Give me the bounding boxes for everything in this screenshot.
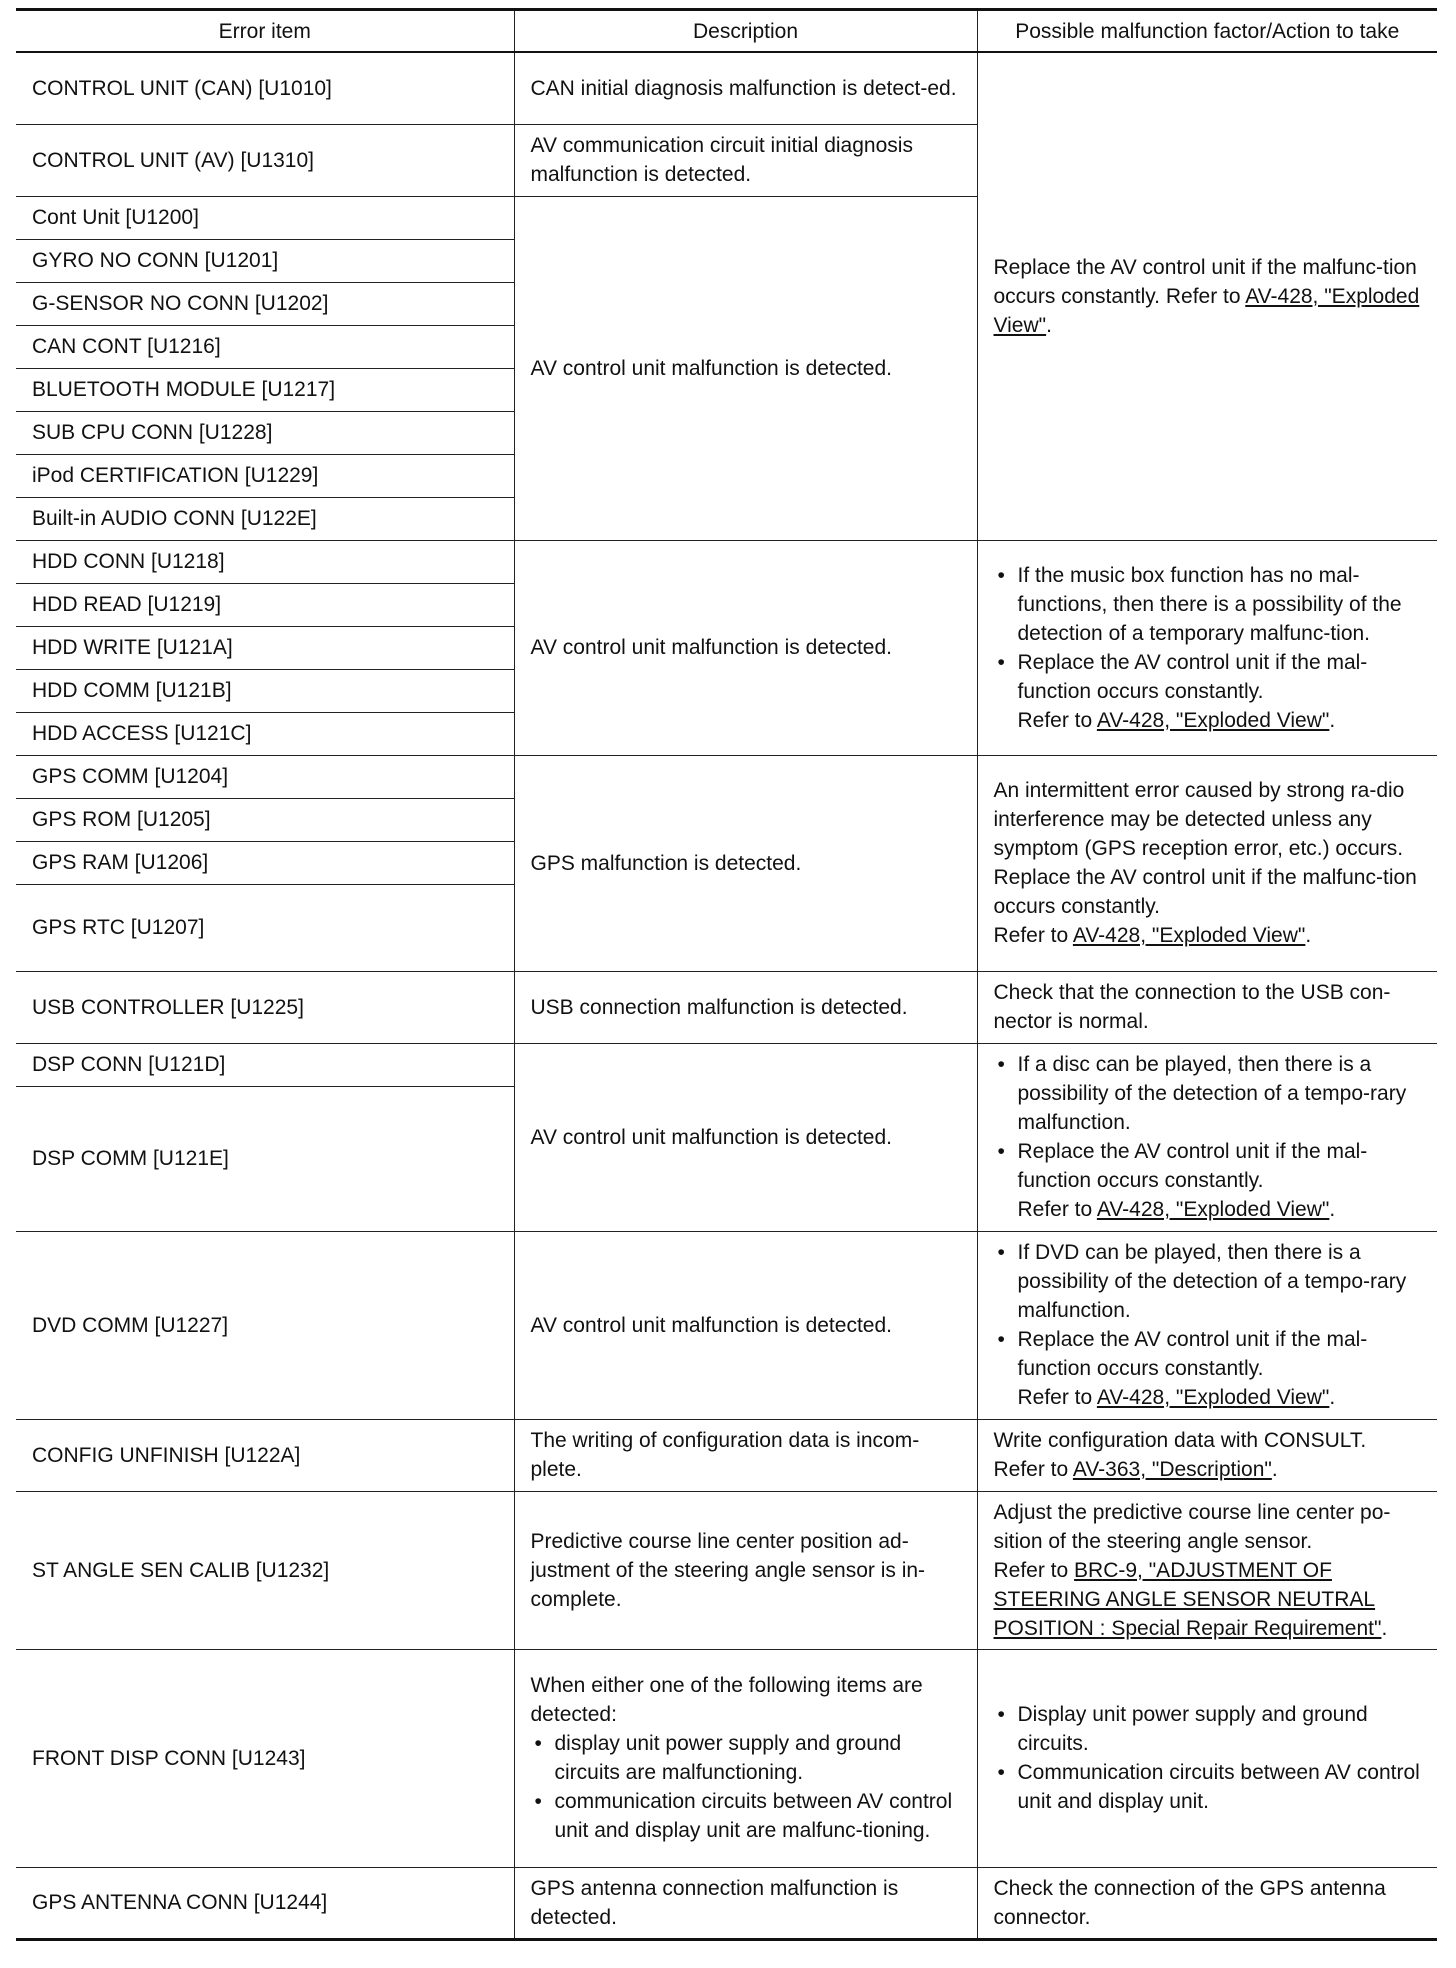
refer-text: Refer to — [1017, 708, 1097, 732]
error-item: Cont Unit [U1200] — [16, 196, 514, 239]
table-row — [16, 1419, 1437, 1491]
error-item: DSP CONN [U121D] — [16, 1043, 514, 1086]
table-row — [16, 1491, 1437, 1649]
action-cell: Adjust the predictive course line center po-sition of the steering angle sensor. Refer to BRC-9, "ADJUSTMENT OF STEERING ANGLE SENSOR NEUTRAL POSITION : Special Repair Requirement". — [977, 1491, 1437, 1649]
bullet-text: Replace the AV control unit if the mal-function occurs constantly. — [1017, 650, 1368, 703]
error-item: HDD ACCESS [U121C] — [16, 712, 514, 755]
bullet-item: • If a disc can be played, then there is a possibility of the detection of a tempo-rary malfunction. — [994, 1050, 1422, 1137]
error-item: DVD COMM [U1227] — [16, 1231, 514, 1419]
error-item: CONFIG UNFINISH [U122A] — [16, 1419, 514, 1491]
action-cell — [977, 540, 1437, 755]
error-item: DSP COMM [U121E] — [16, 1086, 514, 1231]
refer-text: Refer to — [1017, 1198, 1097, 1221]
link-av-428[interactable]: AV-428, "Exploded View" — [1096, 1386, 1330, 1409]
bullet-item: • Replace the AV control unit if the mal-function occurs constantly. Refer to AV-428, "Exploded View". — [994, 1325, 1422, 1412]
refer-text: Refer to — [1017, 1386, 1097, 1409]
error-item: GYRO NO CONN [U1201] — [16, 239, 514, 282]
description-cell: Predictive course line center position ad-justment of the steering angle sensor is in-complete. — [514, 1491, 977, 1649]
action-cell: Write configuration data with CONSULT. Refer to AV-363, "Description". — [977, 1419, 1437, 1491]
error-item: HDD WRITE [U121A] — [16, 626, 514, 669]
bullet-item: • Communication circuits between AV control unit and display unit. — [994, 1758, 1422, 1816]
description-cell: GPS malfunction is detected. — [514, 755, 977, 971]
error-item: GPS RAM [U1206] — [16, 841, 514, 884]
bullet-item: • Replace the AV control unit if the mal-function occurs constantly. Refer to AV-428, "Exploded View". — [994, 648, 1422, 735]
action-cell: Check that the connection to the USB con-nector is normal. — [977, 971, 1437, 1043]
bullet-item: • Replace the AV control unit if the mal-function occurs constantly. Refer to AV-428, "Exploded View". — [994, 1137, 1422, 1224]
link-av-428[interactable]: AV-428, "Exploded View" — [1072, 924, 1306, 947]
header-row — [16, 10, 1437, 53]
error-item: HDD CONN [U1218] — [16, 540, 514, 583]
error-item: ST ANGLE SEN CALIB [U1232] — [16, 1491, 514, 1649]
error-item: GPS COMM [U1204] — [16, 755, 514, 798]
table-row — [16, 1043, 1437, 1086]
error-item: GPS RTC [U1207] — [16, 884, 514, 971]
description-text: When either one of the following items are detected: — [530, 1674, 923, 1726]
table-row — [16, 52, 1437, 124]
action-text: An intermittent error caused by strong ra-dio interference may be detected unless any symptom (GPS reception error, etc.) occurs. — [993, 779, 1405, 860]
description-cell: CAN initial diagnosis malfunction is detect-ed. — [514, 52, 977, 124]
link-av-428[interactable]: AV-428, "Exploded View" — [1096, 708, 1330, 732]
error-item: G-SENSOR NO CONN [U1202] — [16, 282, 514, 325]
action-cell — [977, 1043, 1437, 1231]
action-text: Replace the AV control unit if the malfunc-tion occurs constantly. — [993, 866, 1417, 918]
table-row — [16, 971, 1437, 1043]
table-row — [16, 755, 1437, 798]
error-item: GPS ROM [U1205] — [16, 798, 514, 841]
action-text: Replace the AV control unit if the malfunc-tion occurs constantly. Refer to — [993, 255, 1417, 308]
action-cell: Replace the AV control unit if the malfunc-tion occurs constantly. Refer to AV-428, "Exploded View". — [977, 52, 1437, 540]
error-item: Built-in AUDIO CONN [U122E] — [16, 497, 514, 540]
link-av-363[interactable]: AV-363, "Description" — [1072, 1458, 1272, 1481]
bullet-item: • communication circuits between AV control unit and display unit are malfunc-tioning. — [531, 1787, 961, 1845]
header-error-item: Error item — [16, 10, 514, 53]
action-cell — [977, 1649, 1437, 1867]
bullet-text: Replace the AV control unit if the mal-function occurs constantly. — [1017, 1140, 1368, 1192]
error-table — [16, 8, 1437, 1941]
bullet-item: • Display unit power supply and ground circuits. — [994, 1700, 1422, 1758]
link-av-428[interactable]: AV-428, "Exploded View" — [993, 284, 1420, 337]
error-item: GPS ANTENNA CONN [U1244] — [16, 1867, 514, 1939]
error-item: CAN CONT [U1216] — [16, 325, 514, 368]
refer-text: Refer to — [993, 1458, 1073, 1481]
description-cell: AV control unit malfunction is detected. — [514, 196, 977, 540]
description-cell: AV control unit malfunction is detected. — [514, 540, 977, 755]
bullet-text: Replace the AV control unit if the mal-function occurs constantly. — [1017, 1328, 1368, 1380]
bullet-item: • display unit power supply and ground circuits are malfunctioning. — [531, 1729, 961, 1787]
error-item: CONTROL UNIT (AV) [U1310] — [16, 124, 514, 196]
table-row — [16, 1231, 1437, 1419]
action-text: Adjust the predictive course line center po-sition of the steering angle sensor. — [993, 1500, 1391, 1553]
error-item: BLUETOOTH MODULE [U1217] — [16, 368, 514, 411]
bullet-item: • If DVD can be played, then there is a possibility of the detection of a tempo-rary malfunction. — [994, 1238, 1422, 1325]
error-item: HDD READ [U1219] — [16, 583, 514, 626]
refer-text: Refer to — [993, 924, 1073, 947]
description-cell: AV control unit malfunction is detected. — [514, 1231, 977, 1419]
header-action: Possible malfunction factor/Action to take — [977, 10, 1437, 53]
error-item: USB CONTROLLER [U1225] — [16, 971, 514, 1043]
error-item: HDD COMM [U121B] — [16, 669, 514, 712]
refer-text: Refer to — [993, 1558, 1075, 1582]
error-item: SUB CPU CONN [U1228] — [16, 411, 514, 454]
description-cell: The writing of configuration data is incom-plete. — [514, 1419, 977, 1491]
link-av-428[interactable]: AV-428, "Exploded View" — [1096, 1198, 1330, 1221]
error-item: FRONT DISP CONN [U1243] — [16, 1649, 514, 1867]
error-item: CONTROL UNIT (CAN) [U1010] — [16, 52, 514, 124]
description-cell: GPS antenna connection malfunction is detected. — [514, 1867, 977, 1939]
table-row — [16, 1867, 1437, 1939]
action-cell — [977, 1231, 1437, 1419]
description-cell: AV control unit malfunction is detected. — [514, 1043, 977, 1231]
bullet-item: • If the music box function has no mal-functions, then there is a possibility of the detection of a temporary malfunc-tion. — [994, 561, 1422, 648]
action-cell: An intermittent error caused by strong ra-dio interference may be detected unless any symptom (GPS reception error, etc.) occurs. Replace the AV control unit if the malfunc-tion occurs constantly. Refer to AV-428, "Exploded View". — [977, 755, 1437, 971]
error-item: iPod CERTIFICATION [U1229] — [16, 454, 514, 497]
description-cell: AV communication circuit initial diagnosis malfunction is detected. — [514, 124, 977, 196]
table-row — [16, 540, 1437, 583]
action-text: Write configuration data with CONSULT. — [993, 1429, 1367, 1452]
table-row — [16, 1649, 1437, 1867]
description-cell — [514, 1649, 977, 1867]
header-description: Description — [514, 10, 977, 53]
link-brc-9[interactable]: BRC-9, "ADJUSTMENT OF STEERING ANGLE SENSOR NEUTRAL POSITION : Special Repair Requirement" — [993, 1558, 1382, 1640]
description-cell: USB connection malfunction is detected. — [514, 971, 977, 1043]
action-cell: Check the connection of the GPS antenna connector. — [977, 1867, 1437, 1939]
